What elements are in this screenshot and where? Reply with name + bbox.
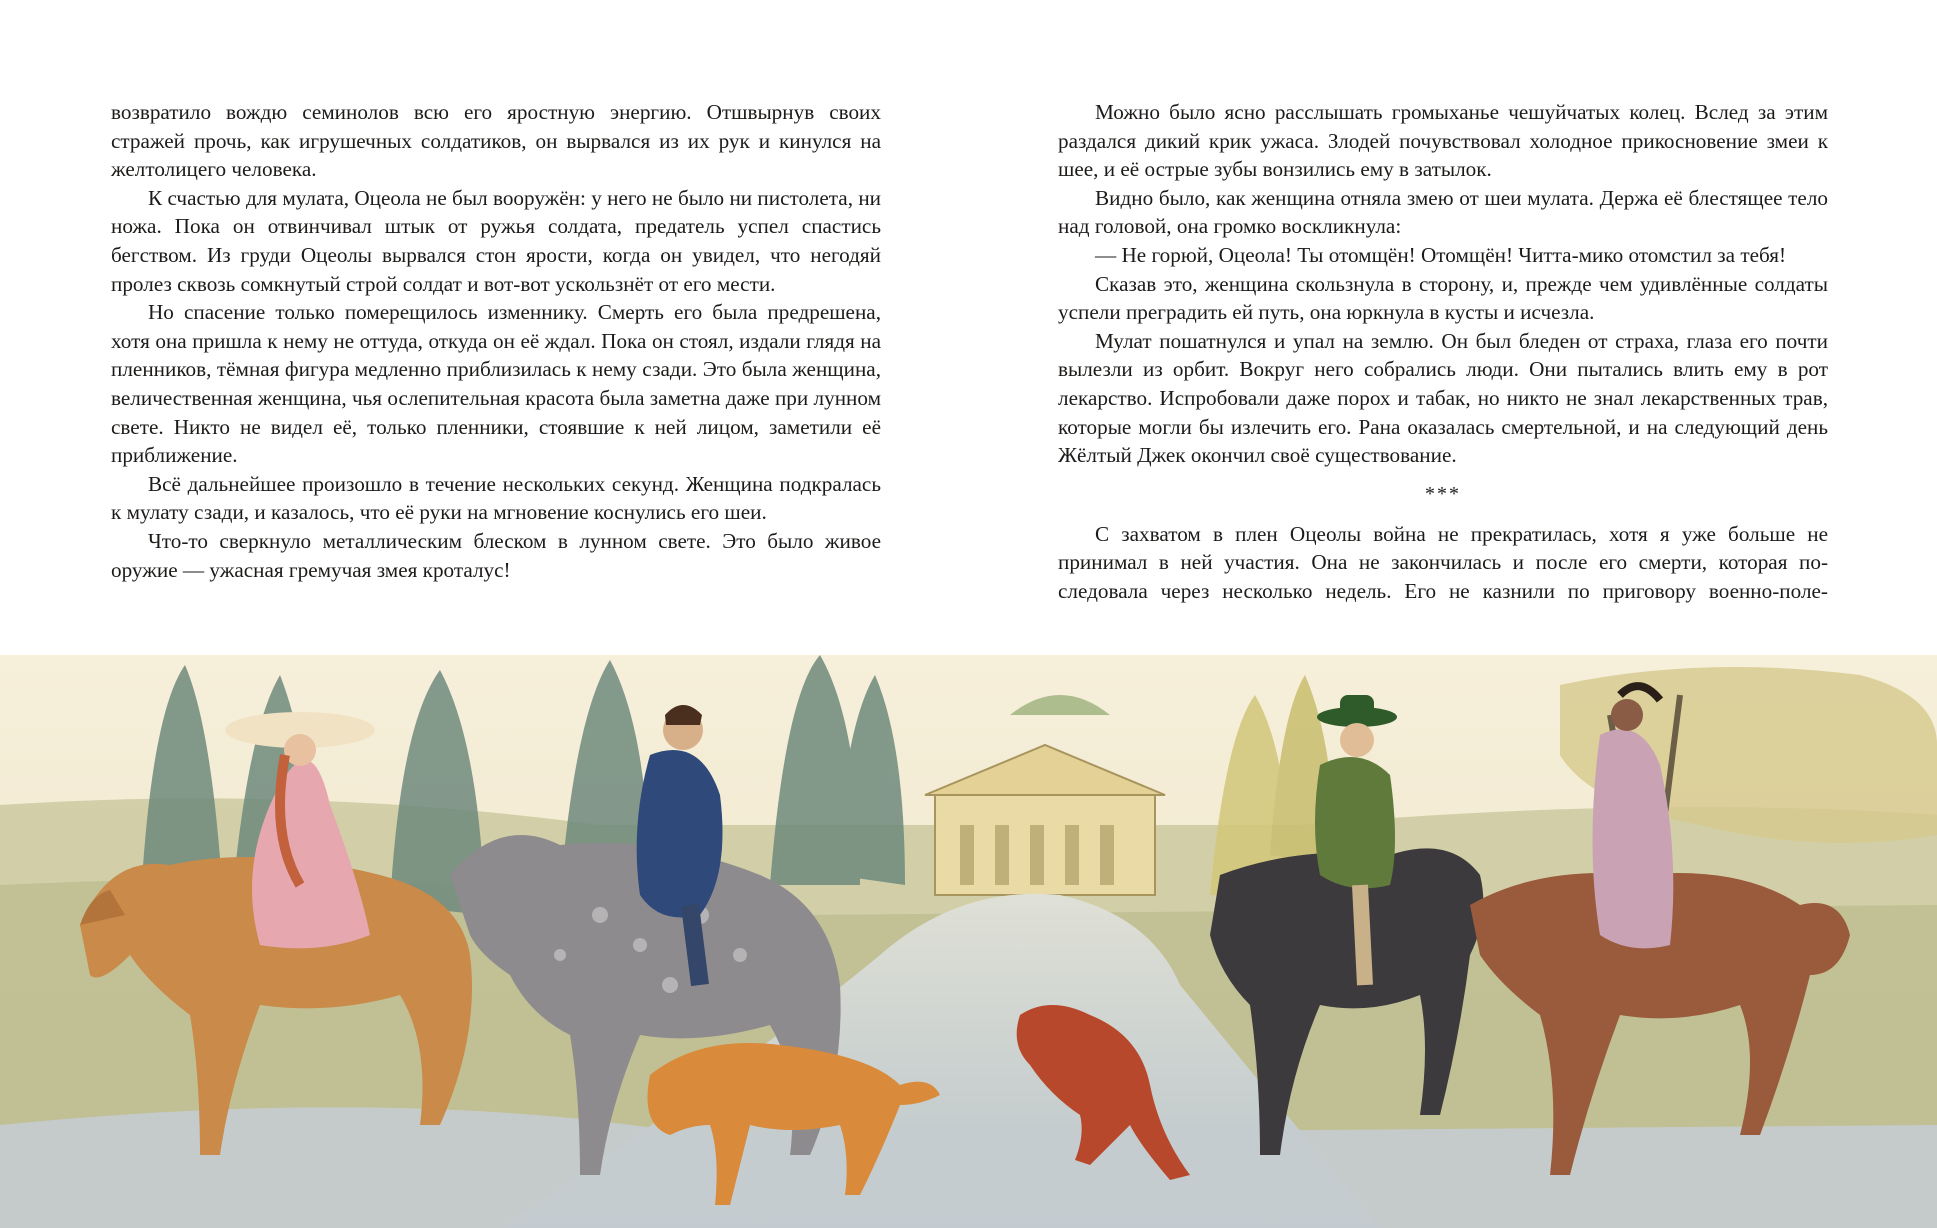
watercolor-scene xyxy=(0,655,1937,1228)
paragraph: Сказав это, женщина скользнула в сторону, и, прежде чем удивлённые солдаты успели преградить ей путь, она юркнула в кусты и исчезла. xyxy=(1058,271,1828,325)
paragraph: Что-то сверкнуло металлическим блеском в лунном свете. Это было живое оружие — ужасная гремучая змея кроталус! xyxy=(111,528,881,582)
paragraph: Всё дальнейшее произошло в течение нескольких секунд. Женщина подкралась к мулату сзади, и казалось, что её руки на мгновение коснулись его шеи. xyxy=(111,471,881,525)
paragraph: Но спасение только померещилось изменнику. Смерть его была предрешена, хотя она пришла к нему не оттуда, откуда он её ждал. Пока он стоял, издали глядя на пленников, тёмная фигура медленно приблизилась к нему сзади. Это была женщина, величественная женщина, чья ослепительная красота была заметна даже при лунном свете. Никто не видел её, только пленники, стоявшие к ней лицом, заметили её приближение. xyxy=(111,300,881,468)
paragraph: Видно было, как женщина отняла змею от шеи мулата. Держа её блестящее тело над головой, она громко воскликнула: xyxy=(1058,185,1828,239)
dialogue-paragraph: — Не горюй, Оцеола! Ты отомщён! Отомщён! Читта-мико отомстил за тебя! xyxy=(1095,242,1787,267)
paragraph: С захватом в плен Оцеолы война не прекратилась, хотя я уже больше не принимал в ней участия. Она не закончилась и после его смерти, которая последовала через несколько недель. Его не казнили по приговору военно-поле- xyxy=(1058,521,1828,603)
paragraph: Мулат пошатнулся и упал на землю. Он был бледен от страха, глаза его почти вылезли из орбит. Вокруг него собрались люди. Они пытались влить ему в рот лекарство. Испробовали даже порох и табак, но никто не знал лекарственных трав, которые могли бы излечить его. Рана оказалась смертельной, и на следующий день Жёлтый Джек окончил своё существование. xyxy=(1058,328,1828,468)
paragraph: возвратило вождю семинолов всю его яростную энергию. Отшвырнув своих стражей прочь, как игрушечных солдатиков, он вырвался из их рук и кинулся на желтолицего человека. xyxy=(111,100,881,182)
right-text-column xyxy=(1058,98,1828,606)
paragraph: К счастью для мулата, Оцеола не был вооружён: у него не было ни пистолета, ни ножа. Пока он отвинчивал штык от ружья солдата, предатель успел спастись бегством. Из груди Оцеолы вырвался стон ярости, когда он увидел, что негодяй пролез сквозь сомкнутый строй солдат и вот-вот ускользнёт от его мести. xyxy=(111,185,881,296)
left-text-column xyxy=(111,98,881,584)
paragraph: Можно было ясно расслышать громыханье чешуйчатых колец. Вслед за этим раздался дикий крик ужаса. Злодей почувствовал холодное прикосновение змеи к шее, и её острые зубы вонзились ему в затылок. xyxy=(1058,100,1828,182)
riders-illustration xyxy=(0,655,1937,1228)
section-separator: *** xyxy=(1425,482,1461,505)
